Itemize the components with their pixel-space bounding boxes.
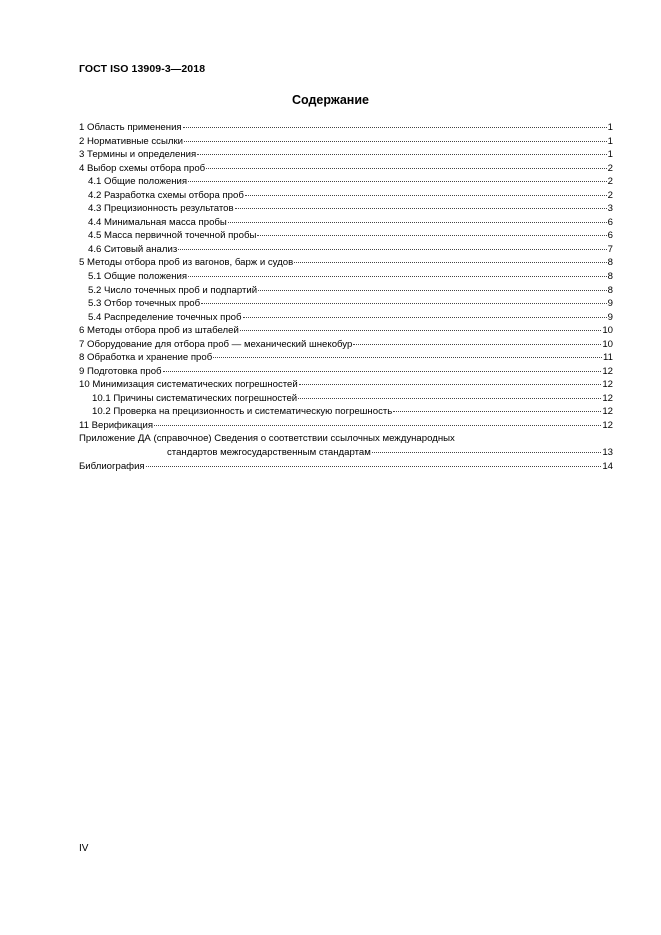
toc-entry-label: 10.1 Причины систематических погрешностей <box>92 392 298 404</box>
toc-entry-label: 4.5 Масса первичной точечной пробы <box>88 230 257 242</box>
toc-entry-page: 13 <box>602 447 613 459</box>
toc-entry-label: 6 Методы отбора проб из штабелей <box>79 325 239 337</box>
toc-entry-page: 7 <box>607 243 613 255</box>
toc-entry-page: 10 <box>602 325 613 337</box>
toc-leader-dots <box>188 172 607 182</box>
toc-entry-label: 5.4 Распределение точечных проб <box>88 311 242 323</box>
toc-entry[interactable] <box>79 459 613 473</box>
toc-entry-page: 1 <box>607 149 613 161</box>
toc-entry-label: 4.4 Минимальная масса пробы <box>88 216 227 228</box>
toc-entry-page: 12 <box>602 406 613 418</box>
toc-leader-dots <box>258 281 607 291</box>
toc-entry-label: 10.2 Проверка на прецизионность и систематическую погрешность <box>92 406 393 418</box>
toc-leader-dots <box>245 186 607 196</box>
page-number: IV <box>79 843 89 854</box>
toc-entry-label: 1 Область применения <box>79 122 182 133</box>
table-of-contents <box>79 120 613 472</box>
toc-leader-dots <box>294 253 606 263</box>
toc-entry-label: 4.1 Общие положения <box>88 176 188 188</box>
page-title: Содержание <box>291 93 369 107</box>
toc-leader-dots <box>197 145 606 155</box>
toc-leader-dots <box>178 240 606 250</box>
toc-entry-label: стандартов межгосударственным стандартам <box>167 447 371 459</box>
toc-entry-page: 2 <box>607 189 613 201</box>
toc-leader-dots <box>163 362 602 372</box>
toc-entry-label: 11 Верификация <box>79 420 154 432</box>
toc-leader-dots <box>299 375 602 385</box>
toc-entry-label: 4.6 Ситовый анализ <box>88 243 178 255</box>
toc-leader-dots <box>184 132 607 142</box>
toc-entry-page: 10 <box>602 338 613 350</box>
toc-entry-page: 9 <box>607 311 613 323</box>
toc-leader-dots <box>206 159 607 169</box>
toc-entry-page: 1 <box>607 122 613 133</box>
toc-entry-page: 8 <box>607 271 613 283</box>
toc-leader-dots <box>257 226 606 236</box>
toc-entry-page: 3 <box>607 203 613 215</box>
toc-entry-page: 11 <box>603 352 613 364</box>
toc-entry-label: 4 Выбор схемы отбора проб <box>79 162 206 174</box>
toc-leader-dots <box>188 267 607 277</box>
toc-entry-label: 5.3 Отбор точечных проб <box>88 298 201 310</box>
toc-entry-page: 12 <box>602 379 613 391</box>
toc-entry-page: 2 <box>607 176 613 188</box>
toc-entry-page: 2 <box>607 162 613 174</box>
toc-entry-label: 5.1 Общие положения <box>88 271 188 283</box>
toc-leader-dots <box>183 118 607 128</box>
toc-entry[interactable] <box>79 418 613 432</box>
toc-entry-page: 8 <box>607 257 613 269</box>
toc-entry-page: 1 <box>607 135 613 147</box>
toc-leader-dots <box>393 402 601 412</box>
toc-leader-dots <box>372 443 601 453</box>
toc-leader-dots <box>353 335 601 345</box>
toc-entry-label: Библиография <box>79 460 145 472</box>
toc-entry-page: 6 <box>607 216 613 228</box>
toc-entry-page: 12 <box>602 420 613 432</box>
toc-leader-dots <box>154 416 601 426</box>
toc-leader-dots <box>213 348 602 358</box>
toc-entry-page: 12 <box>602 392 613 404</box>
toc-entry-label: Приложение ДА (справочное) Сведения о соответствии ссылочных международных <box>79 432 455 444</box>
toc-entry-label: 2 Нормативные ссылки <box>79 135 184 147</box>
toc-entry-label: 4.2 Разработка схемы отбора проб <box>88 189 244 201</box>
toc-entry-label: 3 Термины и определения <box>79 149 197 161</box>
toc-entry-page: 6 <box>607 230 613 242</box>
document-id: ГОСТ ISO 13909-3—2018 <box>79 63 206 75</box>
toc-entry-page: 8 <box>607 284 613 296</box>
toc-leader-dots <box>243 308 607 318</box>
toc-entry-label: 10 Минимизация систематических погрешностей <box>79 379 298 391</box>
toc-entry-label: 4.3 Прецизионность результатов <box>88 203 234 215</box>
toc-entry-label: 8 Обработка и хранение проб <box>79 352 213 364</box>
toc-entry-label: 9 Подготовка проб <box>79 365 162 377</box>
toc-entry-label: 7 Оборудование для отбора проб — механический шнекобур <box>79 338 353 350</box>
toc-entry-page: 14 <box>602 460 613 472</box>
toc-entry-page: 9 <box>607 298 613 310</box>
toc-leader-dots <box>146 457 602 467</box>
toc-leader-dots <box>201 294 607 304</box>
toc-leader-dots <box>298 389 601 399</box>
toc-leader-dots <box>240 321 601 331</box>
toc-entry-page: 12 <box>602 365 613 377</box>
toc-entry-label: 5.2 Число точечных проб и подпартий <box>88 284 258 296</box>
toc-leader-dots <box>235 199 607 209</box>
toc-entry-label: 5 Методы отбора проб из вагонов, барж и судов <box>79 257 294 269</box>
toc-leader-dots <box>228 213 607 223</box>
